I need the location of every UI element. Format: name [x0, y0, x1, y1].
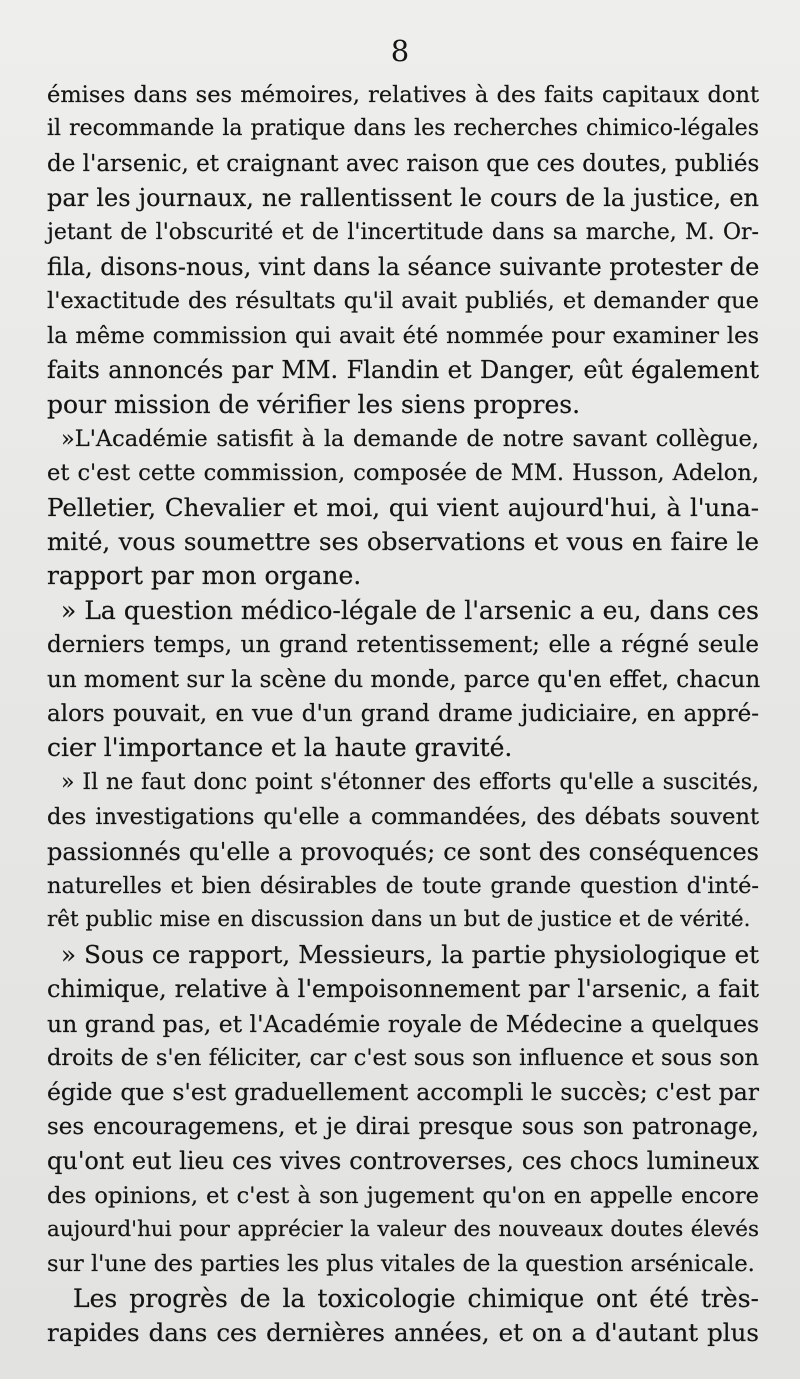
text-line: et c'est cette commission, composée de MM. Husson, Adelon, [47, 460, 759, 487]
text-line: mité, vous soumettre ses observations et vous en faire le [47, 527, 759, 557]
text-line: ses encouragemens, et je dirai presque sous son patronage, [47, 1113, 759, 1140]
text-line: rapides dans ces dernières années, et on a d'autant plus [47, 1318, 759, 1348]
text-line: » Il ne faut donc point s'étonner des efforts qu'elle a suscités, [61, 769, 759, 795]
text-line: alors pouvait, en vue d'un grand drame judiciaire, en appré- [47, 701, 759, 728]
text-line: par les journaux, ne rallentissent le cours de la justice, en [47, 184, 759, 213]
text-line: » La question médico-légale de l'arsenic a eu, dans ces [61, 595, 759, 625]
text-line: rêt public mise en discussion dans un but de justice et de vérité. [47, 907, 751, 933]
text-line: » Sous ce rapport, Messieurs, la partie physiologique et [61, 939, 759, 969]
text-line: la même commission qui avait été nommée pour examiner les [47, 322, 759, 349]
text-line: sur l'une des parties les plus vitales de la question arsénicale. [47, 1251, 755, 1278]
text-line: il recommande la pratique dans les recherches chimico-légales [47, 116, 759, 142]
text-line: de l'arsenic, et craignant avec raison que ces doutes, publiés [47, 150, 760, 177]
text-line: un grand pas, et l'Académie royale de Médecine a quelques [47, 1009, 760, 1038]
text-line: derniers temps, un grand retentissement; elle a régné seule [47, 632, 759, 659]
text-line: fila, disons-nous, vint dans la séance suivante protester de [47, 252, 760, 281]
text-line: Les progrès de la toxicologie chimique ont été très- [73, 1283, 759, 1313]
text-line: Pelletier, Chevalier et moi, qui vient aujourd'hui, à l'una- [47, 492, 759, 522]
text-line: naturelles et bien désirables de toute grande question d'inté- [47, 872, 759, 899]
text-line: jetant de l'obscurité et de l'incertitude dans sa marche, M. Or- [47, 219, 759, 245]
text-line: chimique, relative à l'empoisonnement par l'arsenic, a fait [47, 975, 759, 1004]
text-line: rapport par mon organe. [47, 561, 362, 591]
text-line: des investigations qu'elle a commandées, des débats souvent [47, 804, 759, 831]
text-line: »L'Académie satisfit à la demande de notre savant collègue, [61, 425, 759, 452]
text-line: égide que s'est graduellement accompli le succès; c'est par [47, 1078, 759, 1107]
text-line: droits de s'en féliciter, car c'est sous son influence et sous son [47, 1044, 759, 1071]
text-line: passionnés qu'elle a provoqués; ce sont des conséquences [47, 837, 759, 866]
text-line: des opinions, et c'est à son jugement qu'on en appelle encore [47, 1182, 759, 1209]
text-line: cier l'importance et la haute gravité. [47, 733, 513, 763]
text-line: l'exactitude des résultats qu'il avait publiés, et demander que [47, 288, 759, 315]
body-text [47, 78, 759, 1350]
text-line: un moment sur la scène du monde, parce qu'en effet, chacun [47, 666, 761, 693]
page-number: 8 [390, 34, 410, 68]
text-line: qu'ont eut lieu ces vives controverses, ces chocs lumineux [47, 1147, 759, 1176]
text-line: aujourd'hui pour apprécier la valeur des nouveaux doutes élevés [47, 1216, 759, 1242]
text-line: faits annoncés par MM. Flandin et Danger, eût également [47, 356, 759, 385]
text-line: émises dans ses mémoires, relatives à des faits capitaux dont [47, 82, 759, 108]
text-line: pour mission de vérifier les siens propres. [47, 389, 581, 419]
